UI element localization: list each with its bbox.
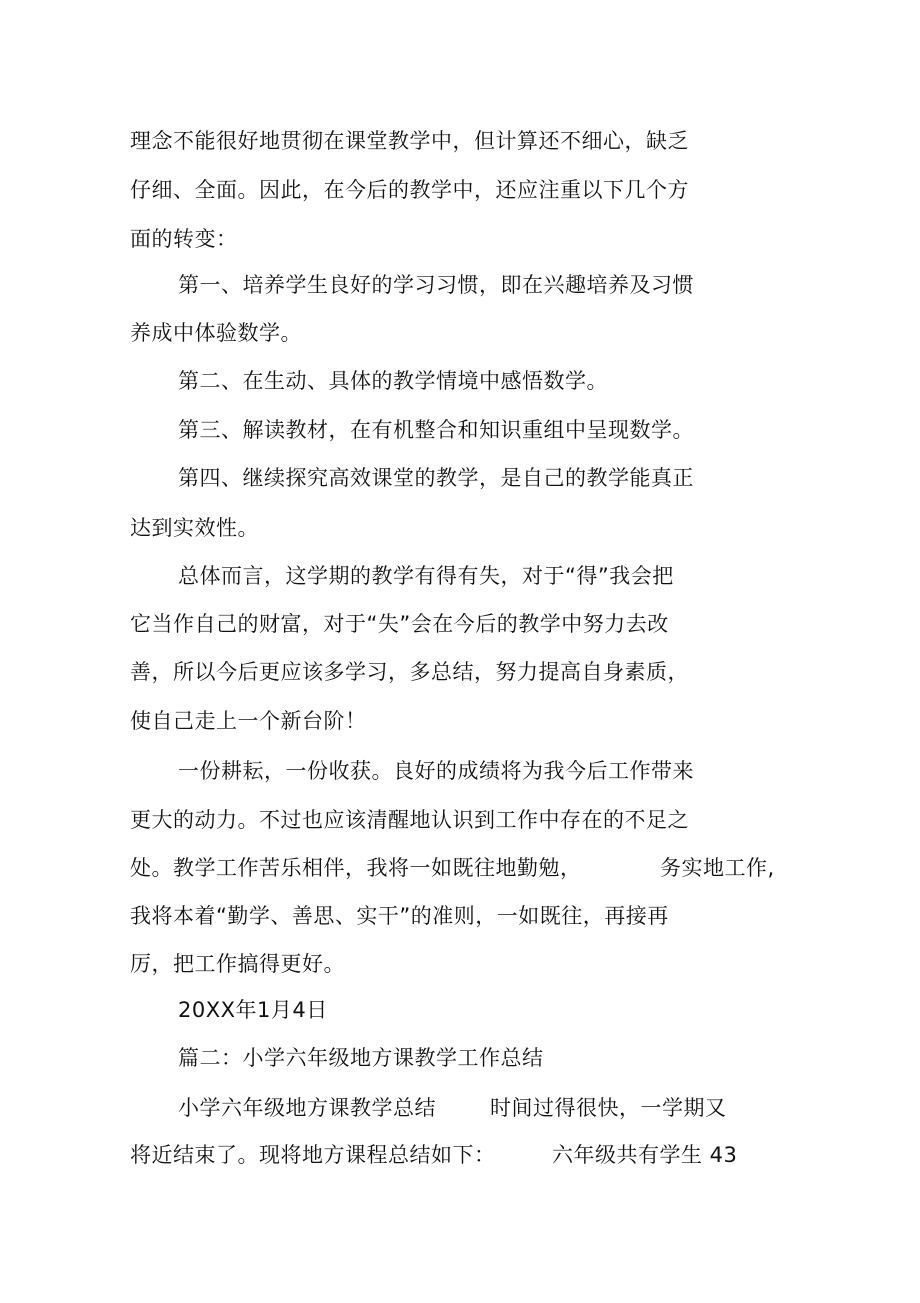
text-segment: 小学六年级地方课教学总结: [178, 1096, 436, 1120]
text-segment: 六年级共有学生 43: [552, 1143, 738, 1167]
text-line: 使自己走上一个新台阶！: [130, 709, 367, 733]
text-line: 第四、继续探究高效课堂的教学，是自己的教学能真正: [178, 466, 694, 490]
text-line-split: [130, 853, 790, 883]
text-segment: 务实地工作,: [660, 856, 775, 880]
text-line: 达到实效性。: [130, 516, 259, 540]
text-line-split: [130, 1140, 770, 1170]
text-line: 养成中体验数学。: [130, 321, 302, 345]
text-line: 更大的动力。不过也应该清醒地认识到工作中存在的不足之: [130, 808, 689, 832]
text-line: 仔细、全面。因此，在今后的教学中，还应注重以下几个方: [130, 178, 689, 202]
text-line: 面的转变：: [130, 227, 238, 251]
text-line: 它当作自己的财富，对于“失”会在今后的教学中努力去改: [130, 612, 669, 636]
text-line: 一份耕耘，一份收获。良好的成绩将为我今后工作带来: [178, 759, 694, 783]
text-line: 第二、在生动、具体的教学情境中感悟数学。: [178, 369, 608, 393]
text-line-split: [178, 1093, 758, 1123]
text-line: 第三、解读教材，在有机整合和知识重组中呈现数学。: [178, 418, 694, 442]
text-line: 理念不能很好地贯彻在课堂教学中，但计算还不细心，缺乏: [130, 129, 689, 153]
section-title: 篇二：小学六年级地方课教学工作总结: [178, 1046, 544, 1070]
text-line: 厉，把工作搞得更好。: [130, 952, 345, 976]
text-line: 第一、培养学生良好的学习习惯，即在兴趣培养及习惯: [178, 273, 694, 297]
text-line: 善，所以今后更应该多学习，多总结，努力提高自身素质，: [130, 660, 689, 684]
text-line: 总体而言，这学期的教学有得有失，对于“得”我会把: [178, 564, 674, 588]
date-line: 20XX年1月4日: [178, 998, 328, 1022]
text-segment: 处。教学工作苦乐相伴，我将一如既往地勤勉，: [130, 856, 582, 880]
text-line: 我将本着“勤学、善思、实干”的准则，一如既往，再接再: [130, 904, 669, 928]
text-segment: 时间过得很快，一学期又: [490, 1096, 727, 1120]
text-segment: 将近结束了。现将地方课程总结如下：: [130, 1143, 496, 1167]
